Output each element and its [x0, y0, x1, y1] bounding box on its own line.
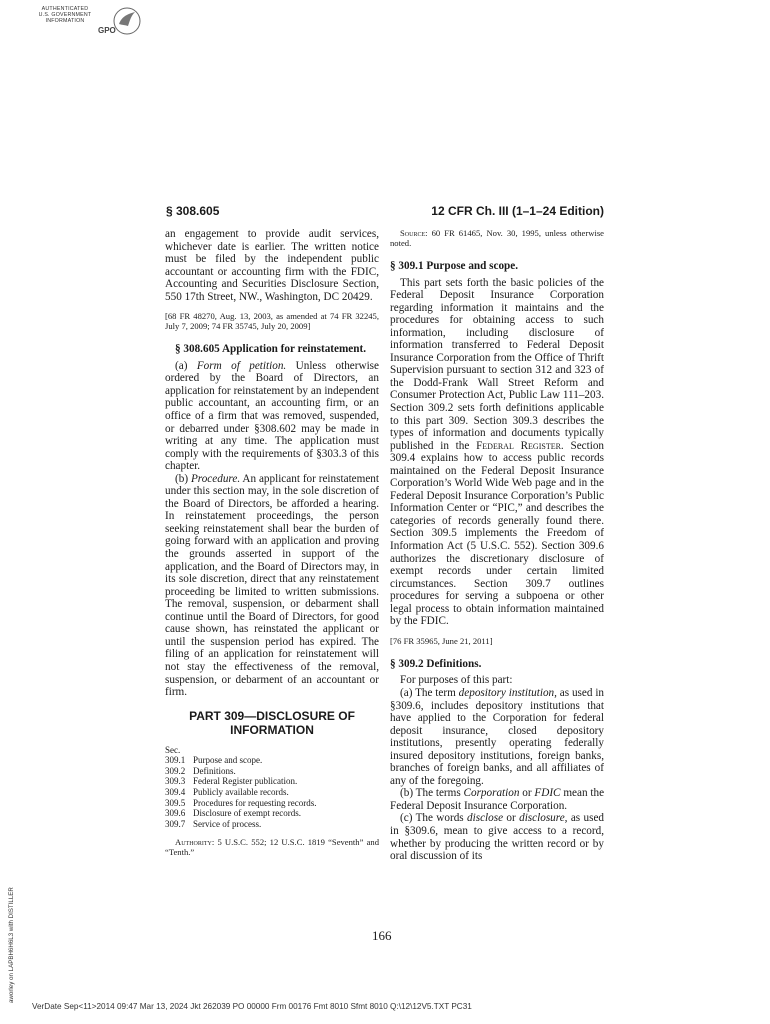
paragraph-b: (b) Procedure. An applicant for reinstatement under this section may, in the sole discretion of the Board of Directors, be afforded a hearing. In reinstatement proceedings, the person seeking reinstatement shall bear the burden of going forward with an application and proving the grounds asserted in support of the application, and the Board of Directors may, in its sole discretion, direct that any reinstatement proceeding be limited to written submissions. The removal, suspension, or debarment shall continue until the Board of Directors, for good cause shown, has reinstated the applicant or until the suspension period has expired. The filing of an application for reinstatement will not stay the effectiveness of the removal, suspension, or debarment of an accountant or firm. — [165, 472, 380, 699]
definition-c: (c) The words disclose or disclosure, as used in §309.6, mean to give access to a record, whether by producing the written record or by oral discussion of its — [390, 812, 605, 863]
paragraph-intro: For purposes of this part: — [400, 674, 513, 687]
print-footer: VerDate Sep<11>2014 09:47 Mar 13, 2024 Jkt 262039 PO 00000 Frm 00176 Fmt 8010 Sfmt 8010 Q:\12\12V5.TXT PC31 — [32, 1002, 472, 1011]
toc-row: 309.4 Publicly available records. — [165, 786, 289, 797]
running-header-section: § 308.605 — [166, 204, 220, 218]
gpo-authentication-logo — [34, 6, 144, 40]
eagle-icon — [112, 6, 142, 36]
running-header-edition: 12 CFR Ch. III (1–1–24 Edition) — [431, 204, 604, 218]
toc-row: 309.1 Purpose and scope. — [165, 755, 263, 766]
page-number: 166 — [372, 928, 392, 943]
toc-row: 309.7 Service of process. — [165, 818, 262, 829]
authority-note: Authority: 5 U.S.C. 552; 12 U.S.C. 1819 “Seventh” and “Tenth.” — [165, 837, 379, 858]
paragraph-a: (a) Form of petition. Unless otherwise ordered by the Board of Directors, an application for reinstatement by an independent public accountant, an accounting firm, or an office of a firm that was removed, suspended, or debarred under §308.602 may be made in writing at any time. The application must comply with the requirements of §303.3 of this chapter. — [165, 359, 380, 473]
section-heading-308-605: § 308.605 Application for reinstatement. — [175, 343, 367, 356]
citation: [76 FR 35965, June 21, 2011] — [390, 635, 493, 646]
section-heading-309-2: § 309.2 Definitions. — [390, 657, 482, 670]
right-column — [390, 228, 604, 863]
source-note: Source: 60 FR 61465, Nov. 30, 1995, unless otherwise noted. — [390, 228, 604, 248]
logo-text: AUTHENTICATED U.S. GOVERNMENT INFORMATION — [38, 6, 92, 24]
toc-row: 309.3 Federal Register publication. — [165, 776, 298, 787]
paragraph: an engagement to provide audit services, whichever date is earlier. The written notice must be filed by the independent public accountant or accounting firm with the FDIC, Accounting and Securities Disclosure Section, 550 17th Street, NW., Washington, DC 20429. — [165, 228, 379, 303]
side-margin-text: aworley on LAPBH6H6L3 with DISTILLER — [8, 887, 15, 1003]
toc-row: 309.5 Procedures for requesting records. — [165, 797, 317, 808]
part-title: PART 309—DISCLOSURE OF INFORMATION — [189, 708, 355, 737]
section-heading-309-1: § 309.1 Purpose and scope. — [390, 260, 519, 272]
gpo-label: GPO — [98, 26, 116, 35]
table-of-contents: Sec. 309.1 Purpose and scope. 309.2 Definitions. 309.3 Federal Register publication. 309.4 Publicly available records. 309.5 Procedures for requesting records. 309.6 Disclosure of exempt records. 309.7 Service of process. — [165, 745, 379, 830]
left-column — [165, 228, 379, 857]
citation: [68 FR 48270, Aug. 13, 2003, as amended at 74 FR 32245, July 7, 2009; 74 FR 35745, July 20, 2009] — [165, 311, 379, 332]
definition-b: (b) The terms Corporation or FDIC mean the Federal Deposit Insurance Corporation. — [390, 787, 605, 812]
toc-row: 309.2 Definitions. — [165, 765, 236, 776]
paragraph-309-1: This part sets forth the basic policies of the Federal Deposit Insurance Corporation regarding information it maintains and the procedures for obtaining access to such information, including disclosure of information transferred to Federal Deposit Insurance Corporation from the Office of Thrift Supervision pursuant to section 312 and 323 of the Dodd-Frank Wall Street Reform and Consumer Protection Act, Public Law 111–203. Section 309.2 sets forth definitions applicable to this part 309. Section 309.3 describes the types of information and documents typically published in the Federal Register. Section 309.4 explains how to access public records maintained on the Federal Deposit Insurance Corporation’s World Wide Web page and in the Federal Deposit Insurance Corporation’s Public Information Center or “PIC,” and describes the categories of records generally found there. Section 309.5 implements the Freedom of Information Act (5 U.S.C. 552). Section 309.6 authorizes the discretionary disclosure of exempt records under certain limited circumstances. Section 309.7 outlines procedures for serving a subpoena or other legal process to obtain information maintained by the FDIC. — [390, 276, 605, 628]
toc-row: 309.6 Disclosure of exempt records. — [165, 808, 301, 819]
definition-a: (a) The term depository institution, as used in §309.6, includes depository institutions that have applied to the Corporation for federal deposit insurance, closed depository institutions, presently operating federally insured depository institutions, foreign banks, branches of foreign banks, and all affiliates of any of the foregoing. — [390, 686, 605, 787]
